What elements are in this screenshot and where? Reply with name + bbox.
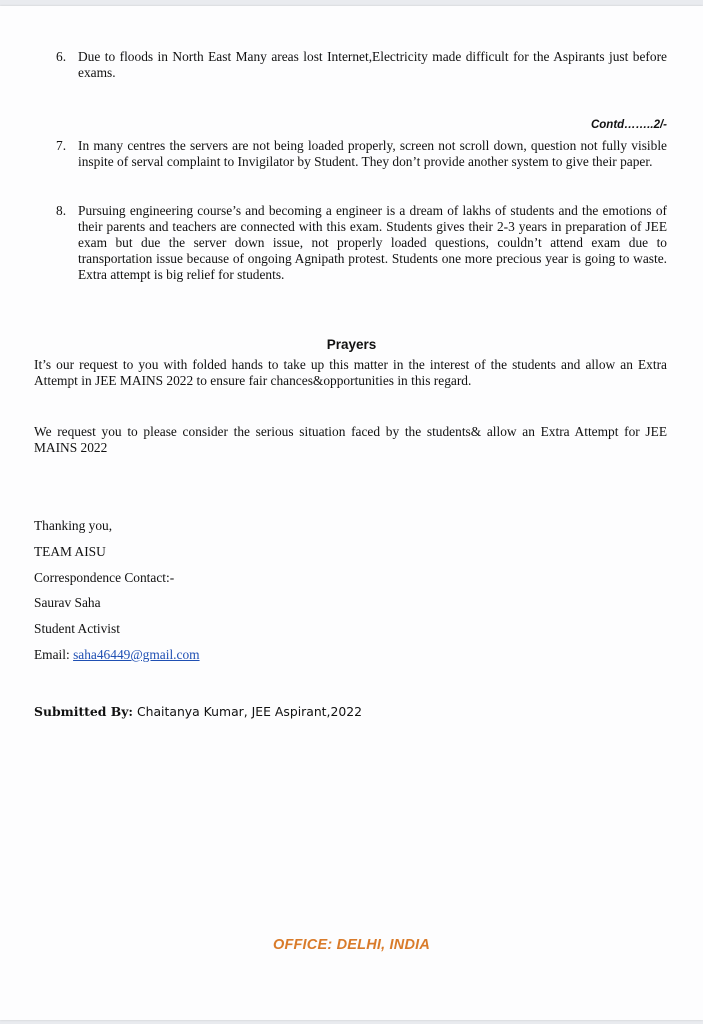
submitted-by-label: Submitted By: xyxy=(34,704,133,719)
submitted-by xyxy=(34,704,362,719)
list-item xyxy=(56,203,667,283)
list-item-text: Pursuing engineering course’s and becoming a engineer is a dream of lakhs of students and the emotions of their parents and teachers are connected with this exam. Students gives their 2-3 years in preparation of JEE exam but due the server down issue, not properly loaded questions, couldn’t attend exam due to transportation issue because of ongoing Agnipath protest. Students one more precious year is going to waste. Extra attempt is big relief for students. xyxy=(78,203,667,282)
contact-name: Saurav Saha xyxy=(34,595,101,610)
office-footer: OFFICE: DELHI, INDIA xyxy=(272,937,431,953)
list-item xyxy=(56,49,667,81)
email-label: Email: xyxy=(34,647,70,662)
list-item-number: 6. xyxy=(56,49,67,64)
prayer-paragraph: It’s our request to you with folded hands to take up this matter in the interest of the students and allow an Extra Attempt in JEE MAINS 2022 to ensure fair chances&opportunities in this regard. xyxy=(34,357,667,388)
prayers-heading: Prayers xyxy=(326,337,377,352)
list-item xyxy=(56,138,667,170)
contact-role: Student Activist xyxy=(34,621,120,636)
list-item-text: In many centres the servers are not being loaded properly, screen not scroll down, question not fully visible inspite of serval complaint to Invigilator by Student. They don’t provide another system to give their paper. xyxy=(78,138,667,169)
request-paragraph: We request you to please consider the serious situation faced by the students& allow an Extra Attempt for JEE MAINS 2022 xyxy=(34,424,667,455)
closing-line: Thanking you, xyxy=(34,518,113,533)
list-item-text: Due to floods in North East Many areas lost Internet,Electricity made difficult for the Aspirants just before exams. xyxy=(78,49,667,80)
email-link[interactable]: saha46449@gmail.com xyxy=(73,647,200,662)
list-item-number: 8. xyxy=(56,203,67,218)
continued-marker: Contd……..2/- xyxy=(590,119,667,131)
email-line xyxy=(34,647,200,663)
document-page xyxy=(0,6,703,1020)
contact-label: Correspondence Contact:- xyxy=(34,570,175,585)
team-name: TEAM AISU xyxy=(34,544,106,559)
list-item-number: 7. xyxy=(56,138,67,153)
submitted-by-value: Chaitanya Kumar, JEE Aspirant,2022 xyxy=(136,704,363,719)
